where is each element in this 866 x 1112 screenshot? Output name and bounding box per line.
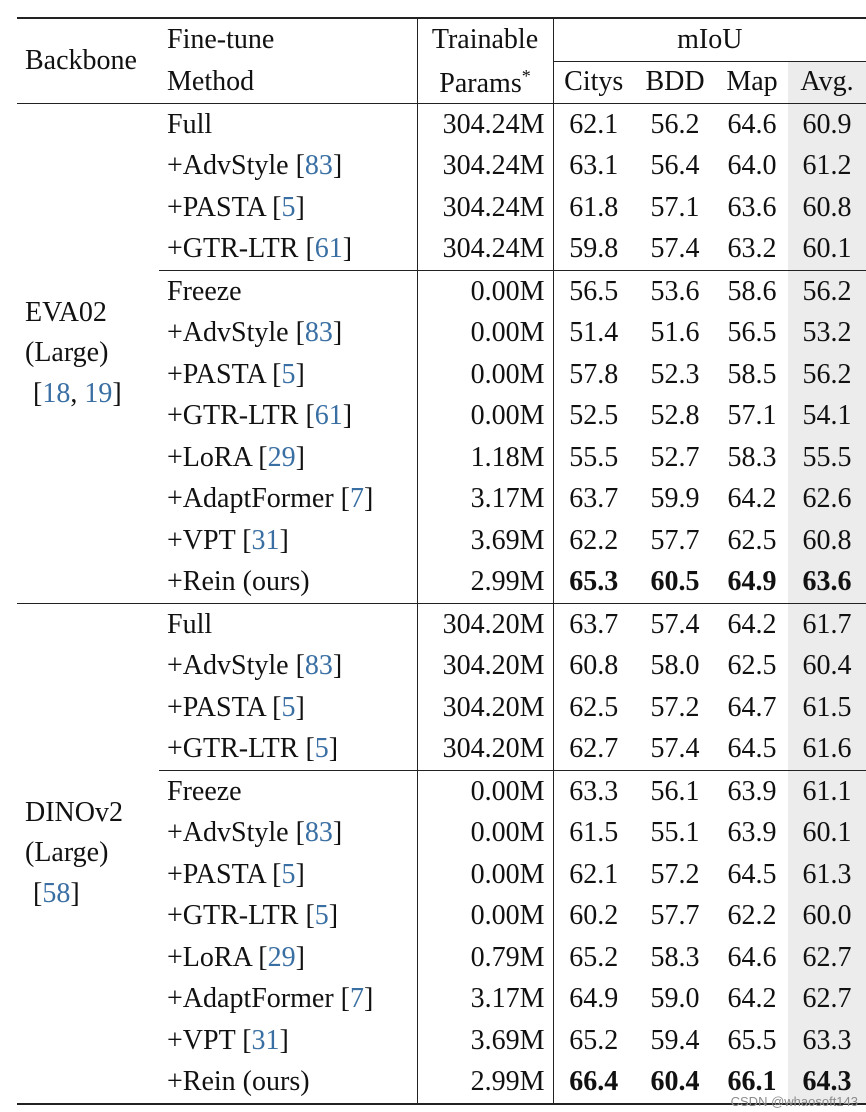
header-backbone: Backbone (17, 18, 159, 104)
bdd-value-cell: 57.4 (634, 604, 716, 646)
bdd-value-cell: 57.7 (650, 524, 700, 556)
params-cell: 0.00M (417, 813, 553, 855)
bdd-value-cell: 58.3 (650, 941, 700, 973)
map-value-cell: 64.9 (727, 566, 777, 598)
params-cell: 3.17M (417, 479, 553, 521)
citation-close-bracket: ] (70, 877, 80, 909)
bdd-value-cell: 57.7 (650, 900, 700, 932)
header-bdd: BDD (645, 66, 705, 98)
params-cell: 304.20M (417, 646, 553, 688)
method-name: +AdvStyle (167, 317, 289, 349)
bdd-value-cell: 56.2 (634, 104, 716, 146)
map-value-cell: 58.6 (716, 271, 788, 313)
citys-value-cell: 59.8 (569, 233, 619, 265)
citation-link[interactable]: 5 (281, 691, 296, 723)
map-value-cell: 64.7 (727, 691, 777, 723)
avg-value-cell: 60.8 (788, 187, 866, 229)
method-cell (159, 1062, 417, 1105)
citys-value-cell: 61.8 (569, 191, 619, 223)
citation-close-bracket: ] (112, 377, 122, 409)
method-cell: +PASTA [5] (167, 191, 305, 223)
params-cell: 304.20M (417, 729, 553, 771)
map-value-cell: 64.2 (727, 983, 777, 1015)
citation-link[interactable]: 31 (251, 524, 280, 556)
method-cell: +PASTA [5] (167, 691, 305, 723)
bdd-value-cell: 51.6 (650, 317, 700, 349)
citation-link[interactable]: 83 (304, 817, 333, 849)
citation-link[interactable]: 83 (304, 150, 333, 182)
avg-value-cell: 54.1 (788, 396, 866, 438)
header-params-line1: Trainable (417, 18, 553, 61)
avg-value-cell: 60.8 (788, 520, 866, 562)
method-cell (159, 562, 417, 604)
citation-link[interactable]: 19 (84, 377, 113, 409)
results-table-container (17, 17, 866, 1105)
params-cell: 304.24M (417, 229, 553, 271)
params-cell: 0.00M (417, 896, 553, 938)
map-value-cell: 63.9 (727, 817, 777, 849)
map-value-cell: 64.5 (727, 858, 777, 890)
backbone-size: (Large) (25, 337, 109, 369)
avg-value-cell: 61.2 (788, 146, 866, 188)
params-cell: 0.79M (417, 937, 553, 979)
watermark: CSDN @whaosoft143 (730, 1094, 858, 1109)
method-name: +PASTA (167, 191, 266, 223)
map-value-cell: 64.6 (727, 941, 777, 973)
method-name: +GTR-LTR (167, 733, 299, 765)
citys-value-cell: 61.5 (569, 817, 619, 849)
method-name: +VPT (167, 1024, 236, 1056)
avg-value-cell: 60.0 (788, 896, 866, 938)
map-value-cell: 64.6 (716, 104, 788, 146)
method-name: +LoRA (167, 441, 252, 473)
backbone-name: EVA02 (25, 296, 107, 328)
params-cell: 0.00M (417, 313, 553, 355)
table-row (17, 604, 866, 646)
avg-value-cell: 60.4 (788, 646, 866, 688)
citation-link[interactable]: 31 (251, 1024, 280, 1056)
avg-value-cell: 56.2 (788, 271, 866, 313)
header-avg: Avg. (788, 61, 866, 104)
citation-link[interactable]: 7 (349, 483, 364, 515)
method-name: +PASTA (167, 858, 266, 890)
citys-value-cell: 62.7 (569, 733, 619, 765)
citys-value-cell: 63.7 (569, 483, 619, 515)
map-value-cell: 66.1 (716, 1062, 788, 1105)
map-value-cell: 64.2 (727, 483, 777, 515)
citys-value-cell: 65.3 (569, 566, 619, 598)
map-value-cell: 56.5 (727, 317, 777, 349)
bdd-value-cell: 60.5 (650, 566, 700, 598)
citation-link[interactable]: 5 (281, 858, 296, 890)
map-value-cell: 62.5 (727, 650, 777, 682)
params-cell: 3.69M (417, 1020, 553, 1062)
method-name: +GTR-LTR (167, 400, 299, 432)
params-cell: 3.17M (417, 979, 553, 1021)
method-name: +AdvStyle (167, 650, 289, 682)
header-method-line2: Method (167, 66, 255, 97)
avg-value-cell: 64.3 (788, 1062, 866, 1105)
citation-link[interactable]: 5 (281, 358, 296, 390)
avg-value-cell: 56.2 (788, 354, 866, 396)
avg-value-cell: 62.7 (788, 937, 866, 979)
method-cell: +GTR-LTR [61] (167, 233, 353, 265)
avg-value-cell: 62.6 (788, 479, 866, 521)
citys-value-cell: 52.5 (569, 400, 619, 432)
citation-link[interactable]: 83 (304, 650, 333, 682)
method-cell (159, 771, 417, 813)
bdd-value-cell: 59.4 (650, 1024, 700, 1056)
method-name: +Rein (ours) (167, 566, 310, 598)
map-value-cell: 57.1 (727, 400, 777, 432)
method-cell: +AdaptFormer [7] (167, 483, 374, 515)
citation-link[interactable]: 18 (42, 377, 71, 409)
method-name: +AdaptFormer (167, 983, 334, 1015)
bdd-value-cell: 57.4 (650, 733, 700, 765)
map-value-cell: 62.2 (727, 900, 777, 932)
citys-value-cell: 60.8 (569, 650, 619, 682)
citys-value-cell: 62.5 (569, 691, 619, 723)
backbone-size: (Large) (25, 837, 109, 869)
citation-open-bracket: [ (33, 877, 43, 909)
map-value-cell: 63.6 (727, 191, 777, 223)
avg-value-cell: 63.6 (788, 562, 866, 604)
params-label: Params (439, 67, 522, 99)
map-value-cell: 58.5 (727, 358, 777, 390)
citation-link[interactable]: 29 (267, 941, 296, 973)
citation-link[interactable]: 83 (304, 317, 333, 349)
method-name: Full (167, 608, 213, 640)
header-method-line1: Fine-tune (159, 18, 417, 61)
avg-value-cell: 63.3 (788, 1020, 866, 1062)
map-value-cell: 64.5 (727, 733, 777, 765)
citys-value-cell: 65.2 (569, 941, 619, 973)
citation-link[interactable]: 5 (281, 191, 296, 223)
method-cell (159, 271, 417, 313)
citys-value-cell: 63.7 (553, 604, 634, 646)
params-cell: 2.99M (417, 1062, 553, 1105)
citys-value-cell: 56.5 (553, 271, 634, 313)
citys-value-cell: 62.2 (569, 524, 619, 556)
method-name: +VPT (167, 524, 236, 556)
bdd-value-cell: 55.1 (650, 817, 700, 849)
citation-link[interactable]: 61 (314, 400, 343, 432)
citys-value-cell: 62.1 (553, 104, 634, 146)
map-value-cell: 63.2 (727, 233, 777, 265)
map-value-cell: 65.5 (727, 1024, 777, 1056)
map-value-cell: 63.9 (716, 771, 788, 813)
avg-value-cell: 60.9 (788, 104, 866, 146)
citys-value-cell: 55.5 (569, 441, 619, 473)
bdd-value-cell: 52.8 (650, 400, 700, 432)
method-cell: +AdvStyle [83] (167, 650, 343, 682)
method-name: +AdaptFormer (167, 483, 334, 515)
method-name: +LoRA (167, 941, 252, 973)
method-cell: +AdvStyle [83] (167, 817, 343, 849)
params-cell: 3.69M (417, 520, 553, 562)
bdd-value-cell: 59.9 (650, 483, 700, 515)
params-cell: 304.20M (417, 604, 553, 646)
params-cell: 0.00M (417, 354, 553, 396)
params-cell: 0.00M (417, 854, 553, 896)
results-table-body (17, 104, 866, 1105)
citys-value-cell: 62.1 (569, 858, 619, 890)
method-name: +AdvStyle (167, 150, 289, 182)
citys-value-cell: 65.2 (569, 1024, 619, 1056)
method-cell: +LoRA [29] (167, 441, 305, 473)
avg-value-cell: 61.6 (788, 729, 866, 771)
params-cell: 2.99M (417, 562, 553, 604)
citys-value-cell: 60.2 (569, 900, 619, 932)
citation-link[interactable]: 58 (42, 877, 71, 909)
method-name: +AdvStyle (167, 817, 289, 849)
citation-open-bracket: [ (33, 377, 43, 409)
citation-link[interactable]: 29 (267, 441, 296, 473)
avg-value-cell: 55.5 (788, 437, 866, 479)
params-cell: 0.00M (417, 771, 553, 813)
avg-value-cell: 53.2 (788, 313, 866, 355)
params-cell: 304.24M (417, 146, 553, 188)
header-citys: Citys (564, 66, 624, 98)
map-value-cell: 64.2 (716, 604, 788, 646)
avg-value-cell: 61.7 (788, 604, 866, 646)
params-cell: 0.00M (417, 396, 553, 438)
table-row (17, 104, 866, 146)
bdd-value-cell: 57.2 (650, 691, 700, 723)
method-cell: +PASTA [5] (167, 358, 305, 390)
citation-link[interactable]: 7 (349, 983, 364, 1015)
bdd-value-cell: 58.0 (650, 650, 700, 682)
bdd-value-cell: 52.7 (650, 441, 700, 473)
method-cell: +VPT [31] (167, 524, 289, 556)
avg-value-cell: 62.7 (788, 979, 866, 1021)
backbone-cell (17, 104, 159, 604)
backbone-citation (25, 874, 159, 915)
method-cell: +AdvStyle [83] (167, 150, 343, 182)
bdd-value-cell: 56.1 (634, 771, 716, 813)
backbone-name: DINOv2 (25, 796, 123, 828)
header-map: Map (726, 66, 778, 98)
citys-value-cell: 63.3 (553, 771, 634, 813)
avg-value-cell: 60.1 (788, 229, 866, 271)
params-cell: 304.20M (417, 687, 553, 729)
bdd-value-cell: 56.4 (650, 150, 700, 182)
backbone-cell (17, 604, 159, 1105)
method-cell: +GTR-LTR [61] (167, 400, 353, 432)
header-params-line2 (417, 61, 553, 104)
results-table (17, 17, 866, 1105)
bdd-value-cell: 60.4 (634, 1062, 716, 1105)
citation-separator: , (70, 377, 85, 409)
bdd-value-cell: 57.2 (650, 858, 700, 890)
map-value-cell: 62.5 (727, 524, 777, 556)
method-cell (159, 604, 417, 646)
avg-value-cell: 61.3 (788, 854, 866, 896)
method-name: +GTR-LTR (167, 233, 299, 265)
citation-link[interactable]: 5 (314, 900, 329, 932)
bdd-value-cell: 52.3 (650, 358, 700, 390)
method-name: Freeze (167, 275, 242, 307)
avg-value-cell: 61.1 (788, 771, 866, 813)
method-cell: +GTR-LTR [5] (167, 900, 339, 932)
method-cell: +GTR-LTR [5] (167, 733, 339, 765)
bdd-value-cell: 57.4 (650, 233, 700, 265)
header-miou: mIoU (553, 18, 866, 61)
method-cell (159, 104, 417, 146)
params-footnote-mark: * (521, 65, 531, 86)
backbone-citation (25, 374, 159, 415)
avg-value-cell: 60.1 (788, 813, 866, 855)
citys-value-cell: 66.4 (553, 1062, 634, 1105)
method-cell: +LoRA [29] (167, 941, 305, 973)
citys-value-cell: 64.9 (569, 983, 619, 1015)
params-cell: 0.00M (417, 271, 553, 313)
bdd-value-cell: 59.0 (650, 983, 700, 1015)
citys-value-cell: 57.8 (569, 358, 619, 390)
params-cell: 304.24M (417, 104, 553, 146)
citation-link[interactable]: 61 (314, 233, 343, 265)
method-name: +PASTA (167, 358, 266, 390)
citys-value-cell: 63.1 (569, 150, 619, 182)
map-value-cell: 64.0 (727, 150, 777, 182)
params-cell: 1.18M (417, 437, 553, 479)
method-name: +PASTA (167, 691, 266, 723)
method-cell: +AdvStyle [83] (167, 317, 343, 349)
header-row-1 (17, 18, 866, 61)
method-name: +Rein (ours) (167, 1066, 310, 1098)
params-cell: 304.24M (417, 187, 553, 229)
method-cell: +PASTA [5] (167, 858, 305, 890)
bdd-value-cell: 53.6 (634, 271, 716, 313)
map-value-cell: 58.3 (727, 441, 777, 473)
method-name: Full (167, 108, 213, 140)
method-name: +GTR-LTR (167, 900, 299, 932)
method-cell: +AdaptFormer [7] (167, 983, 374, 1015)
citation-link[interactable]: 5 (314, 733, 329, 765)
method-name: Freeze (167, 775, 242, 807)
avg-value-cell: 61.5 (788, 687, 866, 729)
method-cell: +VPT [31] (167, 1024, 289, 1056)
bdd-value-cell: 57.1 (650, 191, 700, 223)
citys-value-cell: 51.4 (569, 317, 619, 349)
